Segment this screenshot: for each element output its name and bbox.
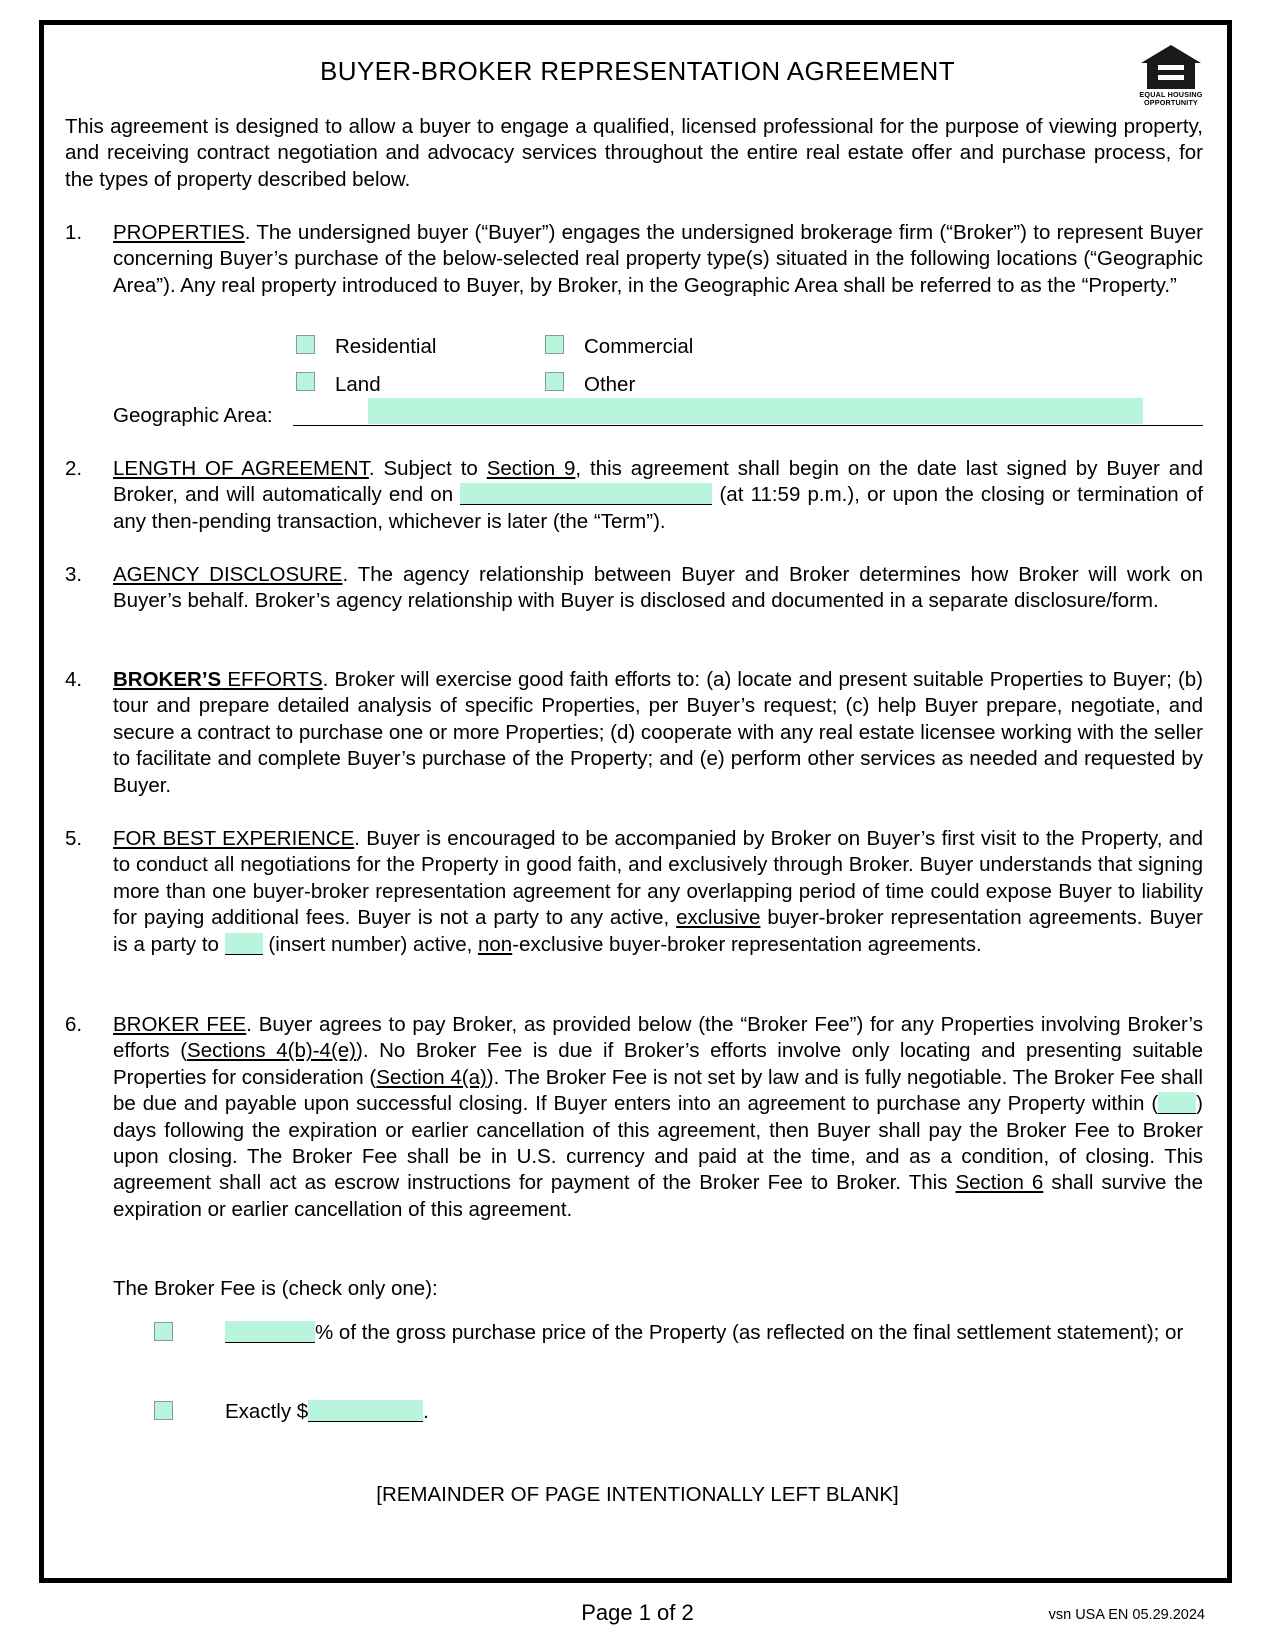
agreement-count-field[interactable] [225, 933, 263, 955]
section-2-text [113, 456, 1203, 535]
section-4-heading-bold: BROKER’S [113, 668, 222, 691]
other-label: Other [584, 373, 636, 396]
section-6-heading: BROKER FEE [113, 1013, 247, 1036]
exclusive-term: exclusive [676, 906, 761, 930]
section-5-number: 5. [65, 827, 83, 850]
section-6-text [113, 1012, 1203, 1223]
amount-field[interactable] [308, 1400, 423, 1422]
section-5-body-d: -exclusive buyer-broker representation agreements. [512, 932, 982, 956]
logo-text-2: OPPORTUNITY [1143, 98, 1199, 107]
section-6-body-e: shall survive the expiration or earlier cancellation of this agreement. [113, 1171, 1203, 1221]
section-1-body: . The undersigned buyer (“Buyer”) engages the undersigned brokerage firm (“Broker”) to represent Buyer concerning Buyer’s purchase of the below-selected real property type(s) situated in the following locations (“Geographic Area”). Any real property introduced to Buyer, by Broker, in the Geographic Area shall be referred to as the “Property.” [113, 221, 1203, 297]
residential-checkbox[interactable] [296, 335, 315, 354]
version-label: vsn USA EN 05.29.2024 [1048, 1607, 1205, 1623]
land-label: Land [335, 373, 381, 396]
section-5-text [113, 826, 1203, 958]
page-number: Page 1 of 2 [581, 1600, 694, 1625]
equal-housing-logo [1139, 43, 1203, 107]
fee-intro: The Broker Fee is (check only one): [113, 1277, 438, 1300]
fixed-fee-text: Exactly $ [225, 1400, 309, 1423]
residential-label: Residential [335, 335, 437, 358]
section-1-text [113, 220, 1203, 299]
section-4-number: 4. [65, 668, 83, 691]
section-4-heading [113, 668, 323, 691]
percent-fee-option [225, 1320, 1203, 1346]
section-2-body-b: , this agreement shall begin on the date last signed by Buyer and Broker, and will automatically end on [113, 457, 1203, 507]
sections-4b-4e-reference: Sections 4(b)-4(e) [187, 1039, 356, 1063]
percent-field[interactable] [225, 1321, 315, 1343]
section-3-text [113, 562, 1203, 615]
section-6-reference: Section 6 [955, 1171, 1044, 1195]
other-checkbox[interactable] [545, 372, 564, 391]
section-4-heading-rest: EFFORTS [221, 668, 323, 691]
section-3-heading: AGENCY DISCLOSURE [113, 563, 343, 586]
page-title: BUYER-BROKER REPRESENTATION AGREEMENT [319, 56, 956, 86]
intro-paragraph: This agreement is designed to allow a buyer to engage a qualified, licensed professional for the purpose of viewing property, and receiving contract negotiation and advocacy services throughout the entire real estate offer and purchase process, for the types of property described below. [65, 115, 1203, 191]
section-4-text [113, 667, 1203, 799]
land-checkbox[interactable] [296, 372, 315, 391]
commercial-checkbox[interactable] [545, 335, 564, 354]
remainder-notice: [REMAINDER OF PAGE INTENTIONALLY LEFT BLANK] [376, 1483, 899, 1506]
house-icon [1139, 43, 1203, 91]
days-field[interactable] [1158, 1092, 1196, 1114]
percent-fee-checkbox[interactable] [154, 1322, 173, 1341]
section-5-heading: FOR BEST EXPERIENCE [113, 827, 355, 850]
geographic-area-field[interactable] [368, 398, 1143, 424]
commercial-label: Commercial [584, 335, 694, 358]
fixed-fee-checkbox[interactable] [154, 1401, 173, 1420]
section-6-body-c: ). The Broker Fee is not set by law and is fully negotiable. The Broker Fee shall be due and payable upon successful closing. If Buyer enters into an agreement to purchase any Property within ( [113, 1065, 1203, 1116]
section-1-heading: PROPERTIES [113, 221, 245, 244]
section-2-heading: LENGTH OF AGREEMENT [113, 457, 369, 480]
section-3-body: . The agency relationship between Buyer and Broker determines how Broker will work on Buyer’s behalf. Broker’s agency relationship with Buyer is disclosed and documented in a separate disclosure/form. [113, 563, 1203, 613]
section-6-number: 6. [65, 1013, 83, 1036]
fixed-fee-option [225, 1399, 725, 1425]
logo-text-1: EQUAL HOUSING [1139, 90, 1203, 99]
fixed-fee-end: . [423, 1400, 429, 1423]
section-5-body-a: . Buyer is encouraged to be accompanied by Broker on Buyer’s first visit to the Property, and to conduct all negotiations for the Property in good faith, and exclusively through Broker. Buyer understands that signing more than one buyer-broker representation agreement for any overlapping period of time could expose Buyer to liability for paying additional fees. Buyer is not a party to any active, [113, 827, 1203, 930]
section-4a-reference: Section 4(a) [376, 1065, 487, 1089]
section-3-number: 3. [65, 563, 83, 586]
section-9-reference: Section 9 [486, 457, 576, 480]
section-2-body-c: (at 11:59 p.m.), or upon the closing or termination of any then-pending transaction, whichever is later (the “Term”). [113, 483, 1203, 533]
percent-fee-text: % of the gross purchase price of the Property (as reflected on the final settlement statement); or [315, 1321, 1184, 1344]
geographic-area-label: Geographic Area: [113, 404, 273, 427]
section-6-body-d: ) days following the expiration or earlier cancellation of this agreement, then Buyer shall pay the Broker Fee to Broker upon closing. The Broker Fee shall be in U.S. currency and paid at the time, and as a condition, of closing. This agreement shall act as escrow instructions for payment of the Broker Fee to Broker. This [113, 1092, 1203, 1195]
section-1-number: 1. [65, 221, 83, 244]
end-date-field[interactable] [460, 483, 712, 505]
non-term: non [478, 932, 513, 956]
section-6-body-b: ). No Broker Fee is due if Broker’s efforts involve only locating and presenting suitable Properties for consideration ( [113, 1039, 1203, 1089]
section-5-body-c: (insert number) active, [262, 932, 478, 956]
section-5-body-b: buyer-broker representation agreements. Buyer is a party to [113, 906, 1203, 956]
geographic-area-underline [293, 425, 1203, 426]
section-4-body: . Broker will exercise good faith efforts to: (a) locate and present suitable Properties to Buyer; (b) tour and prepare detailed analysis of specific Properties, per Buyer’s request; (c) help Buyer prepare, negotiate, and secure a contract to purchase one or more Properties; (d) cooperate with any real estate licensee working with the seller to facilitate and complete Buyer’s purchase of the Property; and (e) perform other services as needed and requested by Buyer. [113, 668, 1203, 797]
section-6-body-a: . Buyer agrees to pay Broker, as provided below (the “Broker Fee”) for any Properties involving Broker’s efforts ( [113, 1013, 1203, 1063]
section-2-body-a: . Subject to [368, 457, 487, 480]
section-2-number: 2. [65, 457, 83, 480]
